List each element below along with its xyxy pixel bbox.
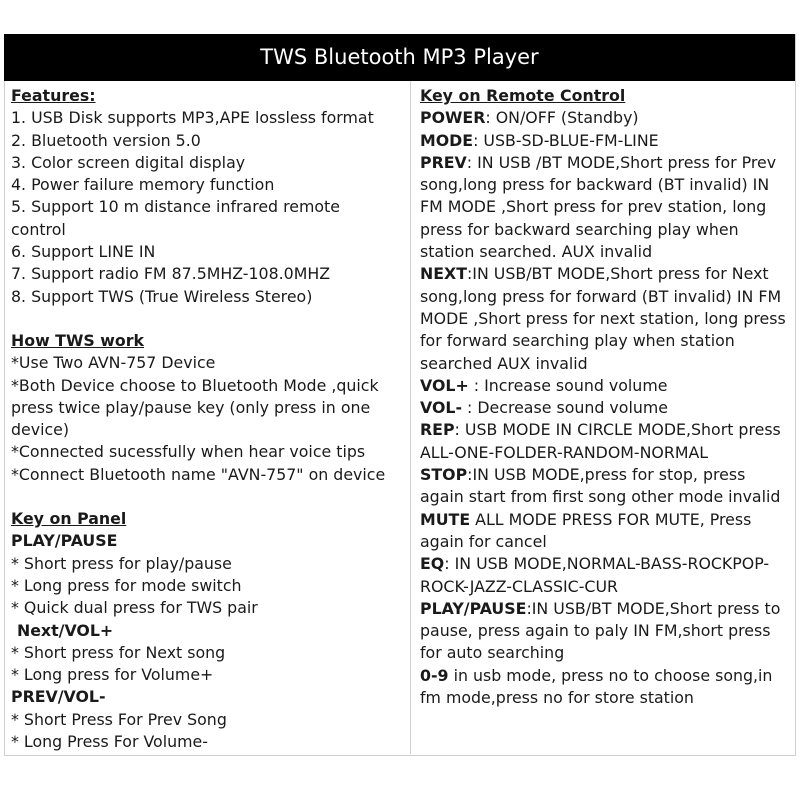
remote-key-label: NEXT [420,264,467,284]
separator: : [467,465,473,485]
tws-item: *Use Two AVN-757 Device [11,353,216,373]
feature-item: 3. Color screen digital display [11,152,246,172]
separator: : [466,264,473,284]
feature-item: 5. Support 10 m distance infrared remote control [11,197,340,239]
panel-key-item: * Quick dual press for TWS pair [11,598,258,618]
remote-entry-next [420,263,794,374]
page-title: TWS Bluetooth MP3 Player [4,34,795,81]
panel-key-next-vol: Next/VOL+ [17,620,114,640]
panel-key-play-pause: PLAY/PAUSE [11,531,118,551]
panel-heading: Key on Panel [11,509,127,529]
remote-key-description: Increase sound volume [484,375,668,395]
feature-item: 4. Power failure memory function [11,175,275,195]
remote-key-description: ON/OFF (Standby) [495,108,639,128]
remote-entry-eq [420,553,794,598]
remote-heading: Key on Remote Control [420,86,626,105]
remote-key-description: IN USB/BT MODE,Short press to pause, press again to paly IN FM,short press for auto searching [420,598,781,663]
remote-key-label: VOL- [420,398,462,418]
remote-key-label: VOL+ [420,375,469,395]
remote-key-label: 0-9 [420,665,449,685]
tws-heading: How TWS work [11,330,144,350]
remote-key-label: EQ [420,554,445,574]
remote-key-label: REP [420,420,455,440]
remote-entry-digits [420,665,794,710]
panel-key-item: * Long Press For Volume- [11,732,208,752]
remote-entry-play-pause [420,598,794,665]
separator: : [466,152,478,172]
remote-entry-stop [420,464,794,509]
tws-item: *Both Device choose to Bluetooth Mode ,quick press twice play/pause key (only press in one device) [11,375,379,440]
remote-key-description: IN USB MODE,press for stop, press again start from first song other mode invalid [420,465,781,507]
panel-key-item: * Short press for play/pause [11,553,232,573]
remote-key-label: PREV [420,152,467,172]
remote-key-label: MODE [420,130,474,150]
feature-item: 1. USB Disk supports MP3,APE lossless format [11,108,374,128]
panel-key-item: * Short Press For Prev Song [11,709,227,729]
panel-key-item: * Short press for Next song [11,642,226,662]
feature-item: 7. Support radio FM 87.5MHZ-108.0MHZ [11,264,331,284]
remote-key-label: STOP [420,465,468,485]
separator: : [526,598,532,618]
remote-entry-vol-up [420,375,794,397]
separator: : [462,398,478,418]
feature-item: 8. Support TWS (True Wireless Stereo) [11,286,313,306]
spacer [11,486,407,508]
separator: : [454,420,465,440]
remote-key-label: MUTE [420,509,471,529]
panel-key-item: * Long press for mode switch [11,575,242,595]
panel-key-item: * Long press for Volume+ [11,665,214,685]
remote-key-description: USB-SD-BLUE-FM-LINE [483,130,659,150]
remote-entry-rep [420,419,794,464]
separator: : [485,108,496,128]
remote-entry-power [420,107,794,129]
remote-key-description: IN USB/BT MODE,Short press for Next song,long press for forward (BT invalid) IN FM MODE ,Short press for next station, long press for forward searching play when station searched AUX invalid [420,264,786,373]
feature-item: 2. Bluetooth version 5.0 [11,130,201,150]
remote-key-description: ALL MODE PRESS FOR MUTE, Press again for cancel [420,509,752,551]
spacer [11,308,407,330]
remote-key-label: POWER [420,108,486,128]
separator: : [468,375,485,395]
tws-item: *Connected sucessfully when hear voice tips [11,442,366,462]
remote-entry-prev [420,152,794,263]
feature-item: 6. Support LINE IN [11,242,156,262]
tws-item: *Connect Bluetooth name "AVN-757" on device [11,464,386,484]
separator: : [473,130,484,150]
remote-entry-mute [420,509,794,554]
column-divider [410,81,411,754]
left-column [11,85,407,753]
right-column [420,85,794,709]
remote-entry-vol-down [420,397,794,419]
remote-key-description: IN USB /BT MODE,Short press for Prev song,long press for backward (BT invalid) IN FM MODE ,Short press for prev station, long press for backward searching play when station searched. AUX invalid [420,152,777,262]
features-heading: Features: [11,86,96,105]
remote-key-description: IN USB MODE,NORMAL-BASS-ROCKPOP-ROCK-JAZZ-CLASSIC-CUR [420,554,770,596]
remote-key-description: Decrease sound volume [477,398,668,418]
remote-entry-mode [420,130,794,152]
separator: : [444,554,455,574]
remote-key-label: PLAY/PAUSE [420,598,527,618]
remote-key-description: in usb mode, press no to choose song,in fm mode,press no for store station [420,665,773,708]
remote-key-description: USB MODE IN CIRCLE MODE,Short press ALL-ONE-FOLDER-RANDOM-NORMAL [420,420,781,462]
panel-key-prev-vol: PREV/VOL- [11,687,106,707]
